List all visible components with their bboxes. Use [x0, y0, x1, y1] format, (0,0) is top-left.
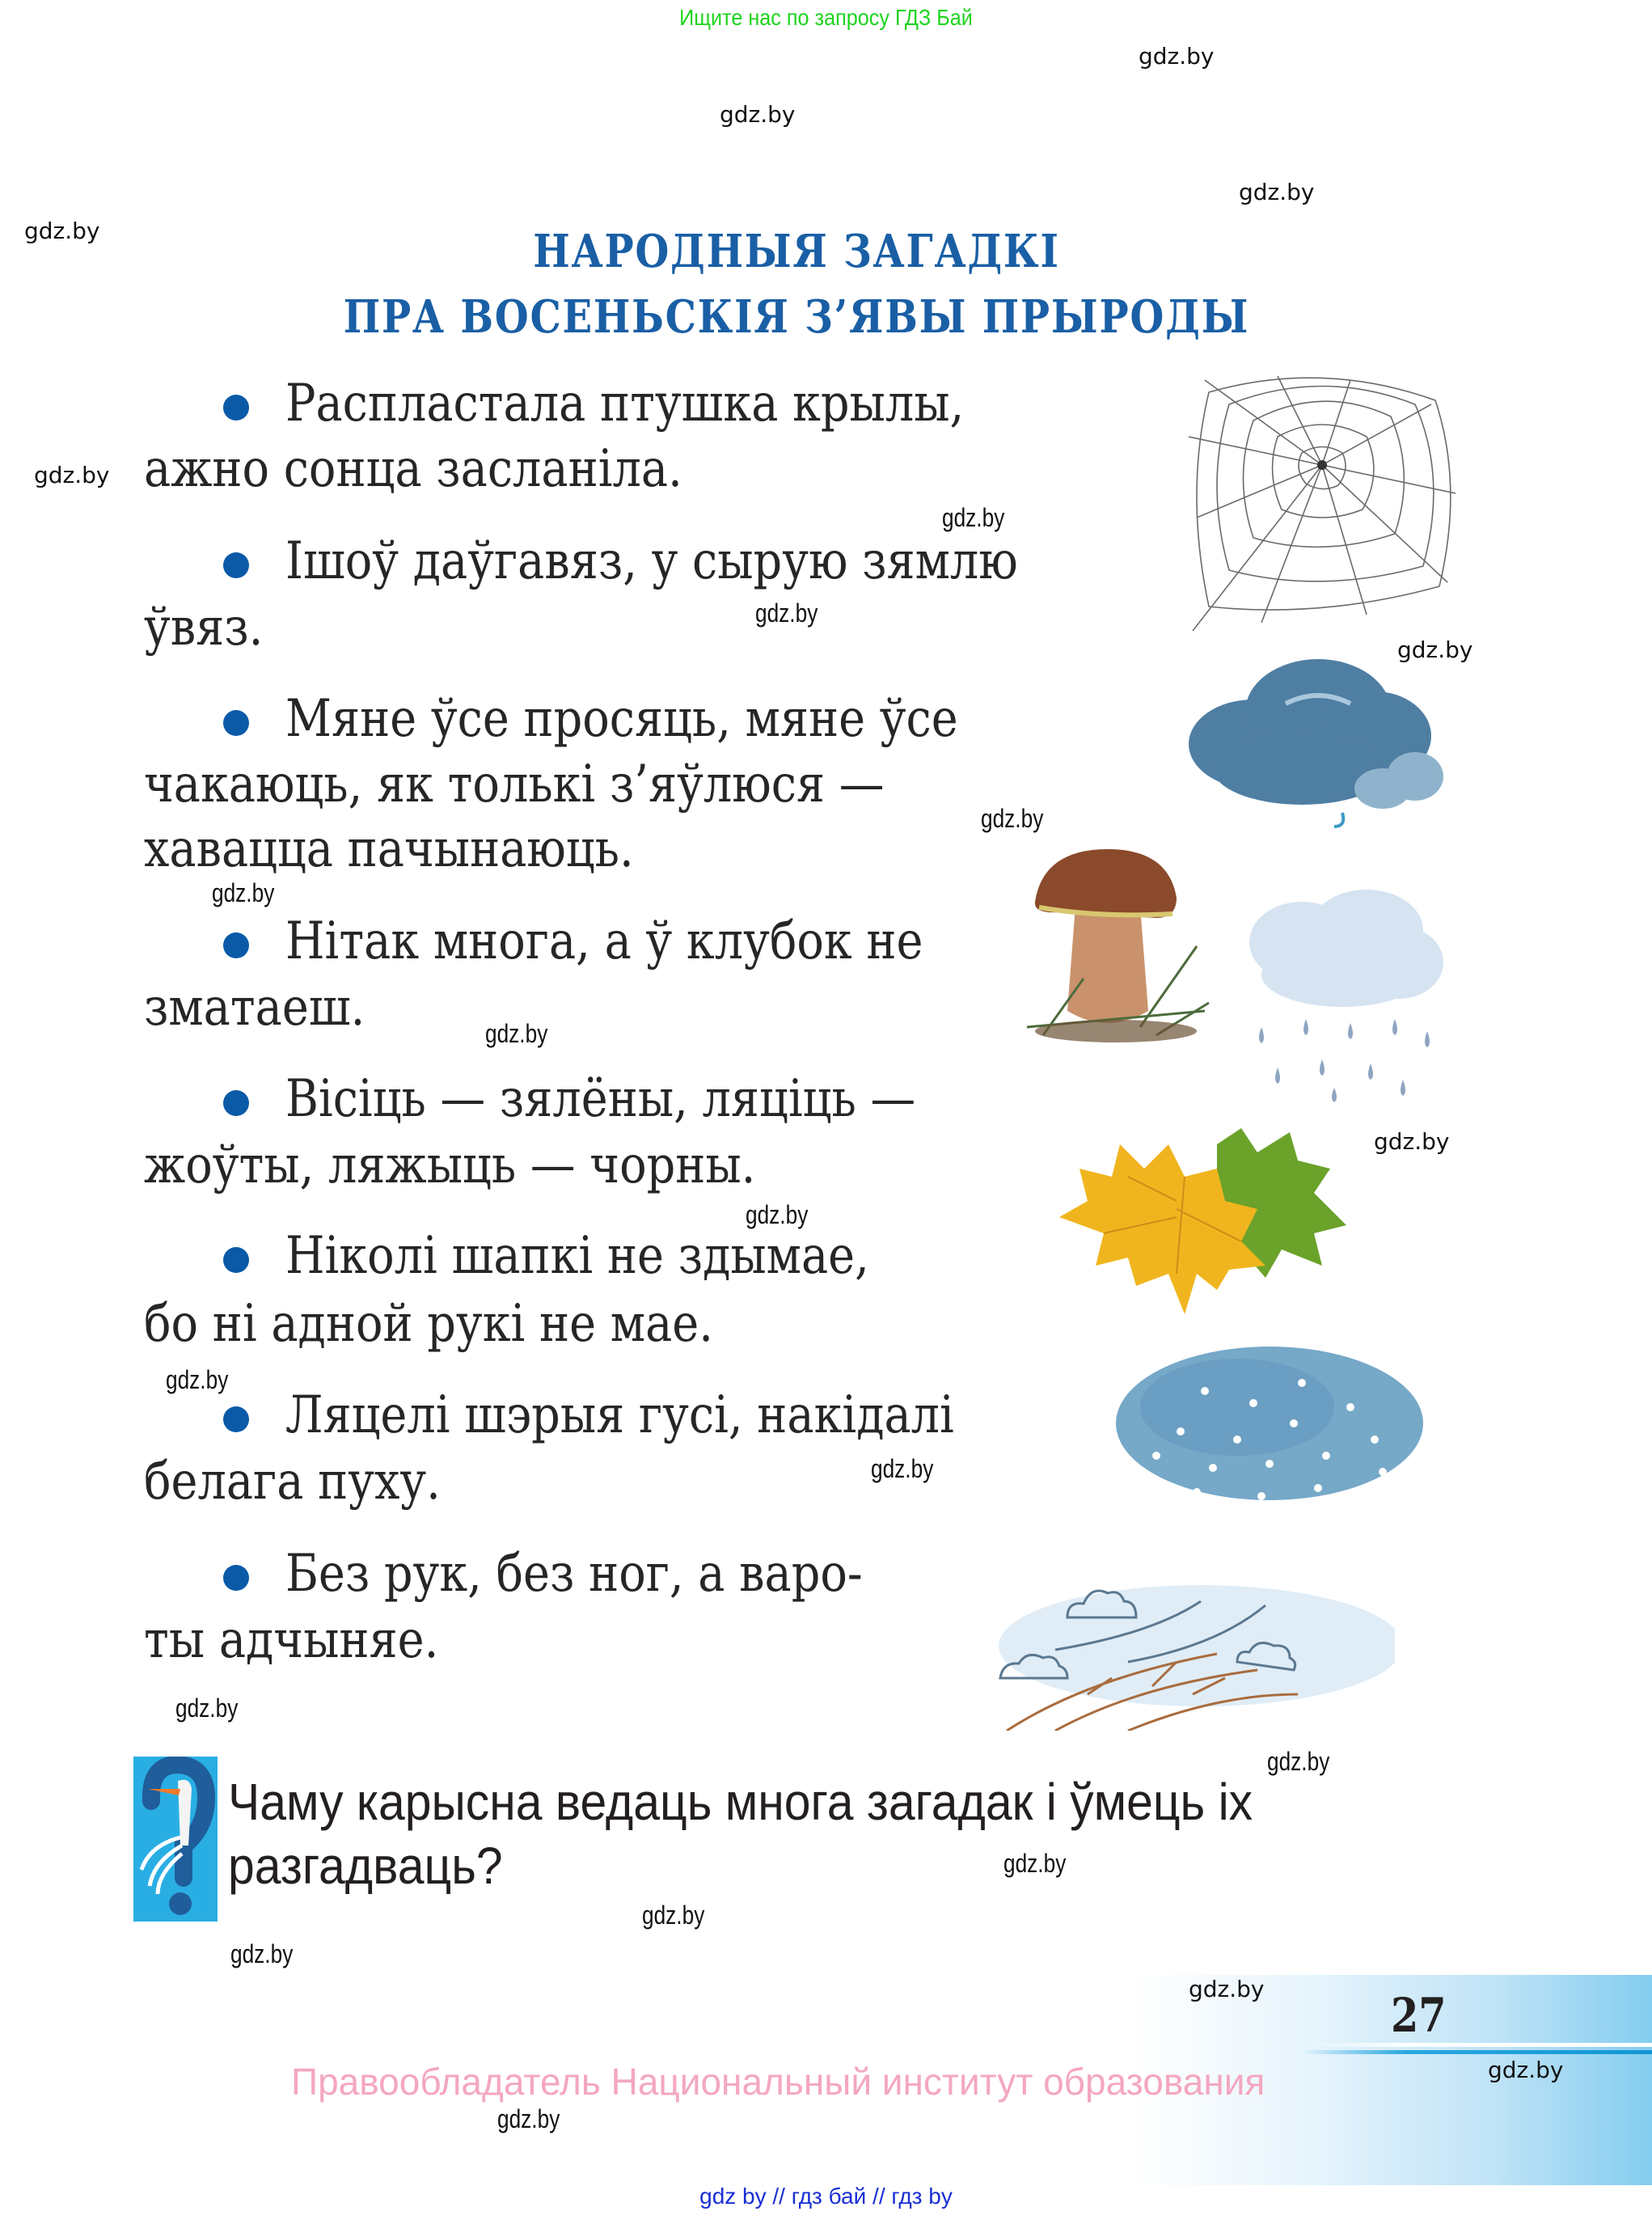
riddle-line: чакаюць, як толькі з’яўлюся —	[144, 755, 885, 814]
riddle-line: хавацца пачынаюць.	[144, 819, 634, 879]
riddle-line: Ішоў даўгавяз, у сырую зямлю	[285, 531, 1018, 591]
page-number: 27	[1391, 1988, 1447, 2043]
question-text-line-1: Чаму карысна ведаць многа загадак і ўмець іх	[228, 1773, 1253, 1831]
bullet-icon	[223, 932, 249, 958]
bullet-icon	[223, 552, 249, 578]
watermark: gdz.by	[755, 598, 818, 628]
divider	[1302, 2043, 1652, 2047]
watermark: gdz.by	[720, 101, 796, 128]
riddle-line: белага пуху.	[144, 1452, 441, 1512]
watermark: gdz.by	[942, 503, 1005, 532]
bullet-icon	[223, 395, 249, 421]
wind-illustration	[991, 1557, 1395, 1731]
riddle-line: ты адчыняе.	[144, 1610, 439, 1670]
page-title-line-2: ПРА ВОСЕНЬСКІЯ З’ЯВЫ ПРЫРОДЫ	[343, 290, 1250, 344]
bullet-icon	[223, 710, 249, 736]
riddle-line: ажно сонца засланіла.	[144, 439, 682, 499]
riddle-line: Ніколі шапкі не здымае,	[285, 1226, 869, 1286]
watermark: gdz.by	[1139, 43, 1215, 70]
watermark: gdz.by	[1374, 1128, 1450, 1155]
bullet-icon	[223, 1090, 249, 1116]
maple-leaves-illustration	[1055, 1112, 1371, 1314]
divider	[1302, 2050, 1652, 2054]
watermark: gdz.by	[746, 1200, 809, 1229]
snow-cloud-illustration	[1108, 1326, 1439, 1520]
watermark: gdz.by	[230, 1939, 294, 1968]
watermark: gdz.by	[1003, 1849, 1067, 1878]
stork-question-mark-icon	[133, 1757, 218, 1922]
watermark: gdz.by	[981, 804, 1044, 833]
watermark: gdz.by	[1189, 1976, 1265, 2002]
riddle-line: жоўты, ляжыць — чорны.	[144, 1135, 756, 1195]
watermark: gdz.by	[166, 1365, 229, 1394]
riddle-line: Ляцелі шэрыя гусі, накідалі	[285, 1385, 954, 1445]
search-banner: Ищите нас по запросу ГДЗ Бай	[679, 5, 973, 30]
watermark: gdz.by	[1488, 2057, 1564, 2083]
riddle-line: Распластала птушка крылы,	[285, 374, 965, 433]
watermark: gdz.by	[485, 1019, 548, 1048]
footer-links[interactable]: gdz by // гдз бай // гдз by	[699, 2184, 953, 2209]
bullet-icon	[223, 1247, 249, 1273]
watermark: gdz.by	[175, 1693, 239, 1723]
rain-cloud-illustration	[1237, 886, 1447, 1104]
riddle-line: Вісіць — зялёны, ляціць —	[285, 1069, 916, 1129]
riddle-line: Нітак многа, а ў клубок не	[285, 911, 923, 971]
watermark: gdz.by	[871, 1454, 934, 1483]
riddle-line: зматаеш.	[144, 978, 365, 1038]
watermark: gdz.by	[1239, 179, 1315, 205]
spider-web-illustration	[1189, 372, 1456, 639]
watermark: gdz.by	[24, 218, 100, 244]
watermark: gdz.by	[497, 2104, 560, 2133]
watermark: gdz.by	[642, 1901, 705, 1930]
bullet-icon	[223, 1565, 249, 1591]
watermark: gdz.by	[1267, 1747, 1330, 1776]
riddle-line: ўвяз.	[144, 598, 264, 657]
watermark: gdz.by	[212, 878, 275, 907]
bullet-icon	[223, 1406, 249, 1432]
watermark: gdz.by	[1397, 636, 1473, 663]
riddle-line: Без рук, без ног, а варо-	[285, 1544, 863, 1604]
mushroom-illustration	[1019, 841, 1213, 1051]
page-title-line-1: НАРОДНЫЯ ЗАГАДКІ	[533, 225, 1060, 278]
watermark: gdz.by	[34, 462, 110, 488]
copyright-notice: Правообладатель Национальный институт образования	[291, 2061, 1265, 2103]
question-text-line-2: разгадваць?	[228, 1837, 503, 1895]
dark-cloud-illustration	[1181, 647, 1447, 841]
riddle-line: Мяне ўсе просяць, мяне ўсе	[285, 689, 958, 749]
riddle-line: бо ні адной рукі не мае.	[144, 1294, 713, 1354]
